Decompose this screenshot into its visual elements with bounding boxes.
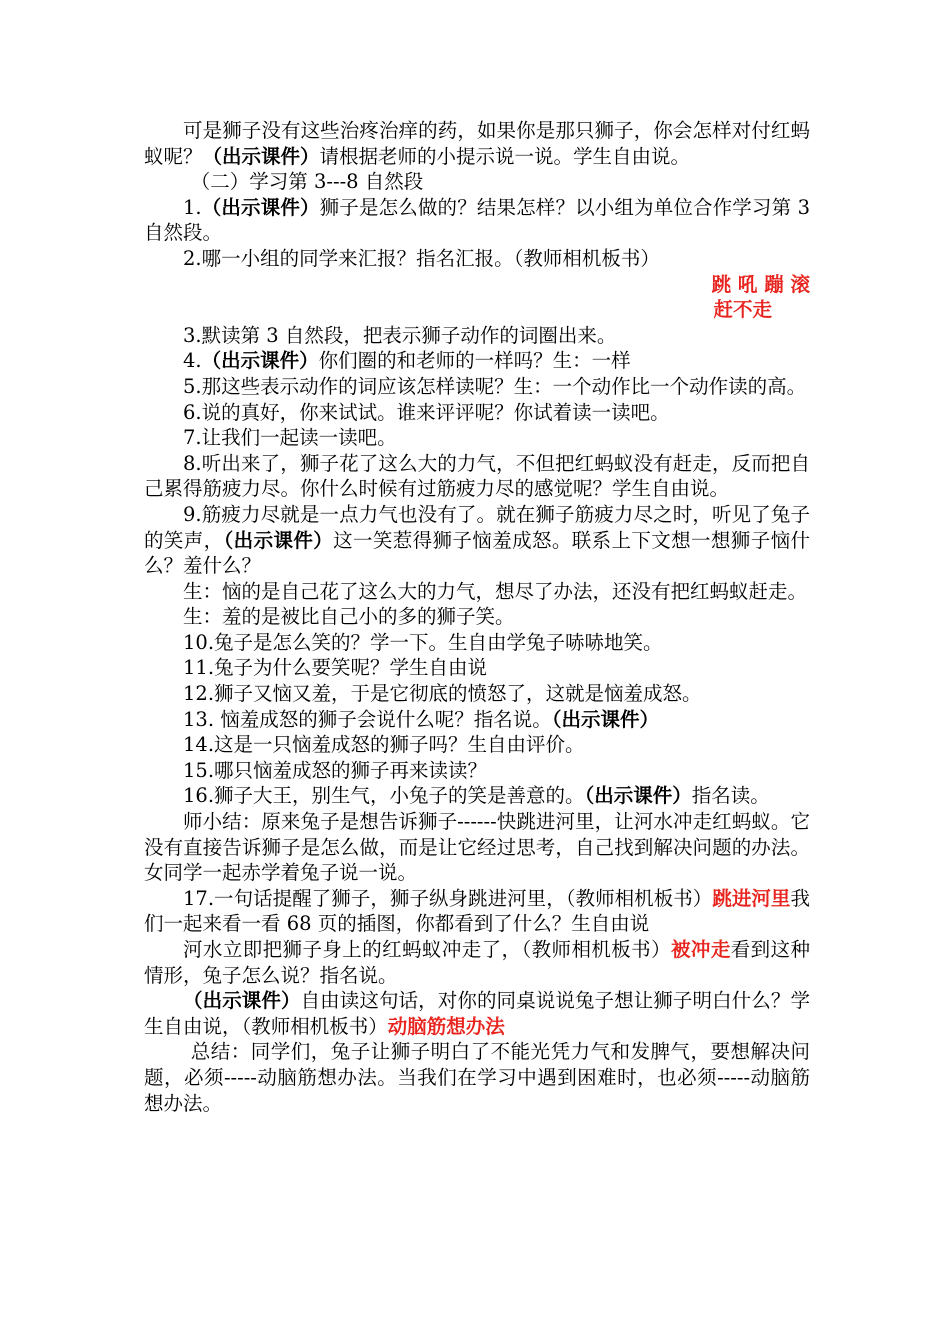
step-15: 15.哪只恼羞成怒的狮子再来读读？ [183,758,488,782]
step-11: 11.兔子为什么要笑呢？学生自由说 [183,656,488,680]
courseware-tag: （出示课件） [223,528,334,552]
step-16: 16.狮子大王，别生气，小兔子的笑是善意的。（出示课件）指名读。 [183,784,770,808]
courseware-tag: （出示课件） [584,784,692,808]
blackboard-notes [144,272,810,323]
text: 可是狮子没有这些治疼治痒的药，如果你是那只狮子，你会怎样对付红蚂蚁呢？ [144,119,810,168]
board-line-2: 赶不走 [713,298,772,322]
step-13: 13. 恼羞成怒的狮子会说什么呢？指名说。（出示课件） [183,707,659,731]
step-12: 12.狮子又恼又羞，于是它彻底的愤怒了，这就是恼羞成怒。 [183,682,702,706]
teacher-summary: 师小结：原来兔子是想告诉狮子------快跳进河里，让河水冲走红蚂蚁。它没有直接告诉狮子是怎么做，而是让它经过思考，自己找到解决问题的办法。女同学一起赤学着兔子说一说。 [144,810,810,885]
courseware-tag: （出示课件） [551,707,659,731]
board-keyword: 动脑筋想办法 [387,1014,505,1038]
step-6: 6.说的真好，你来试试。谁来评评呢？你试着读一读吧。 [183,400,670,424]
step-7: 7.让我们一起读一读吧。 [183,426,397,450]
courseware-tag: （出示课件） [183,989,301,1013]
step-4: 4.（出示课件）你们圈的和老师的一样吗？生：一样 [183,349,631,373]
board-keyword: 被冲走 [671,938,731,961]
final-summary: 总结：同学们，兔子让狮子明白了不能光凭力气和发脾气，要想解决问题，必须-----动脑筋想办法。当我们在学习中遇到困难时，也必须-----动脑筋想办法。 [144,1040,810,1115]
step-10: 10.兔子是怎么笑的？学一下。生自由学兔子哧哧地笑。 [183,630,663,654]
step-3: 3.默读第 3 自然段，把表示狮子动作的词圈出来。 [183,323,617,347]
section-heading: （二）学习第 3---8 自然段 [190,170,424,194]
board-line-1: 跳 吼 蹦 滚 [711,272,810,296]
courseware-tag: （出示课件） [201,349,319,373]
board-keyword: 跳进河里 [712,886,791,910]
step-14: 14.这是一只恼羞成怒的狮子吗？生自由评价。 [183,733,585,757]
text: 请根据老师的小提示说一说。学生自由说。 [319,144,691,168]
paragraph-river: 河水立即把狮子身上的红蚂蚁冲走了，（教师相机板书）被冲走看到这种情形，兔子怎么说？指名说。 [144,938,810,987]
step-1: 1.（出示课件）狮子是怎么做的？结果怎样？以小组为单位合作学习第 3 自然段。 [144,195,810,245]
step-17: 17.一句话提醒了狮子，狮子纵身跳进河里，（教师相机板书）跳进河里我们一起来看一看 68 页的插图，你都看到了什么？生自由说 [144,886,810,936]
courseware-tag: （出示课件） [201,195,320,219]
step-8: 8.听出来了，狮子花了这么大的力气，不但把红蚂蚁没有赶走，反而把自己累得筋疲力尽。你什么时候有过筋疲力尽的感觉呢？学生自由说。 [144,451,810,501]
step-9: 9.筋疲力尽就是一点力气也没有了。就在狮子筋疲力尽之时，听见了兔子的笑声，（出示课件）这一笑惹得狮子恼羞成怒。联系上下文想一想狮子恼什么？羞什么？ [144,502,810,578]
paragraph-courseware: （出示课件）自由读这句话，对你的同桌说说兔子想让狮子明白什么？学生自由说，（教师相机板书）动脑筋想办法 [144,989,810,1038]
student-answer-1: 生：恼的是自己花了这么大的力气，想尽了办法，还没有把红蚂蚁赶走。 [183,579,808,603]
paragraph-intro [144,118,810,169]
step-2: 2.哪一小组的同学来汇报？指名汇报。（教师相机板书） [183,246,660,270]
courseware-tag: （出示课件） [202,144,320,168]
student-answer-2: 生：羞的是被比自己小的多的狮子笑。 [183,605,515,629]
step-5: 5.那这些表示动作的词应该怎样读呢？生：一个动作比一个动作读的高。 [183,374,807,398]
